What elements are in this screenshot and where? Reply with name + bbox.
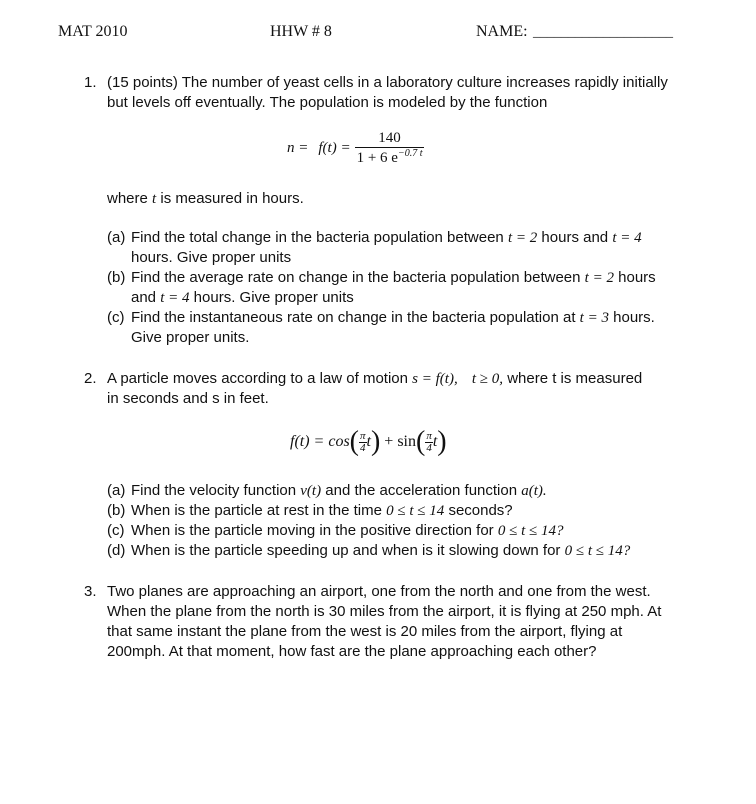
q1b-eq2: t = 4	[160, 290, 190, 306]
q2b-eq: 0 ≤ t ≤ 14	[386, 503, 445, 519]
q2-line1-post: where t is measured	[507, 370, 643, 387]
q1b-line2-post: hours. Give proper units	[193, 289, 354, 306]
q2b-line	[131, 502, 513, 520]
q1b-line2	[131, 289, 354, 307]
q2-eq-pi-2: π	[426, 429, 432, 442]
q1c-label: (c)	[107, 309, 125, 326]
q1-line1: (15 points) The number of yeast cells in a laboratory culture increases rapidly initially	[107, 74, 668, 91]
assignment-title: HHW # 8	[270, 23, 332, 40]
q2c-line	[131, 522, 564, 540]
q1a-eq2: t = 4	[612, 230, 642, 246]
q1a-mid: hours and	[541, 229, 609, 246]
q2-line1-cond: t ≥ 0,	[471, 371, 504, 387]
q2d-label: (d)	[107, 542, 126, 559]
q1b-eq1: t = 2	[584, 270, 614, 286]
q2-eq-four-1: 4	[360, 441, 366, 454]
q1-where-pre: where	[107, 190, 148, 207]
q2-eq-paren-close-2: )	[437, 426, 447, 457]
q1a-text: Find the total change in the bacteria population between	[131, 229, 504, 246]
q2a-text: Find the velocity function	[131, 482, 297, 499]
q2-eq-frac-2	[425, 431, 433, 454]
q3-line3: that same instant the plane from the west is 20 miles from the airport, flying at	[107, 623, 623, 640]
course-code: MAT 2010	[58, 23, 128, 40]
q1-eq-n: n =	[287, 140, 309, 156]
q2c-label: (c)	[107, 522, 125, 539]
q1-where-var: t	[152, 191, 157, 207]
q2-eq-paren-open-2: (	[416, 426, 426, 457]
q1b-post: hours	[618, 269, 656, 286]
q1-where-post: is measured in hours.	[160, 190, 304, 207]
name-label: NAME:	[476, 23, 528, 40]
q2d-line	[131, 542, 630, 560]
q1-eq-den-exp: −0.7 t	[397, 148, 423, 159]
q3-line1: Two planes are approaching an airport, one from the north and one from the west.	[107, 583, 651, 600]
q1b-text: Find the average rate on change in the bacteria population between	[131, 269, 581, 286]
q2-line2: in seconds and s in feet.	[107, 390, 269, 407]
q2-eq-frac-1	[359, 431, 367, 454]
q2b-label: (b)	[107, 502, 126, 519]
name-blank[interactable]: ____________________	[533, 25, 673, 40]
q1-number: 1.	[84, 74, 97, 91]
q1a-label: (a)	[107, 229, 126, 246]
q1-eq-den-base: 1 + 6 e	[356, 150, 398, 166]
q2d-eq: 0 ≤ t ≤ 14?	[564, 543, 631, 559]
q2-eq-lhs: f(t) = cos	[290, 433, 350, 450]
q1-line2: but levels off eventually. The population is modeled by the function	[107, 94, 548, 111]
q2-eq-t-2: t	[432, 433, 438, 450]
q1c-line2: Give proper units.	[131, 329, 250, 346]
q2a-line	[131, 482, 547, 500]
q2-eq-t-1: t	[366, 433, 371, 450]
q3-line2: When the plane from the north is 30 miles from the airport, it is flying at 250 mph. At	[107, 603, 662, 620]
q2a-a: a(t).	[521, 483, 547, 499]
q1-where	[107, 190, 304, 208]
q2-equation	[290, 428, 447, 456]
q2-eq-paren-open-1: (	[349, 426, 359, 457]
q2c-eq: 0 ≤ t ≤ 14?	[497, 523, 564, 539]
q1-eq-denominator	[355, 147, 425, 167]
q2a-mid: and the acceleration function	[325, 482, 518, 499]
q2-line1-pre: A particle moves according to a law of motion	[107, 370, 408, 387]
q2a-label: (a)	[107, 482, 126, 499]
q1-eq-f: f(t) =	[318, 140, 351, 156]
q2-number: 2.	[84, 370, 97, 387]
q2b-text: When is the particle at rest in the time	[131, 502, 382, 519]
q1b-line2-pre: and	[131, 289, 157, 306]
q1c-eq: t = 3	[579, 310, 609, 326]
q1b-label: (b)	[107, 269, 126, 286]
q2-eq-paren-close-1: )	[370, 426, 381, 457]
q2-line1-eq: s = f(t),	[412, 371, 458, 387]
q1c-line1	[131, 309, 655, 327]
q2-eq-pi-1: π	[360, 429, 366, 442]
q2c-text: When is the particle moving in the positive direction for	[131, 522, 494, 539]
q2b-post: seconds?	[448, 502, 513, 519]
q2-eq-four-2: 4	[426, 441, 432, 454]
q2d-text: When is the particle speeding up and when is it slowing down for	[131, 542, 561, 559]
q1b-line1	[131, 269, 656, 287]
q2-line1	[107, 370, 642, 388]
q2a-v: v(t)	[300, 483, 322, 499]
q1-eq-numerator: 140	[378, 130, 401, 146]
q1a-eq1: t = 2	[507, 230, 538, 246]
q1-fraction	[355, 130, 425, 167]
q1c-post: hours.	[613, 309, 655, 326]
q2-eq-plus: + sin	[384, 433, 416, 450]
q1a-line1	[131, 229, 642, 247]
q1c-text: Find the instantaneous rate on change in the bacteria population at	[131, 309, 576, 326]
q3-number: 3.	[84, 583, 97, 600]
q1a-line2: hours. Give proper units	[131, 249, 292, 266]
q1-equation	[287, 130, 424, 167]
q3-line4: 200mph. At that moment, how fast are the plane approaching each other?	[107, 643, 597, 660]
